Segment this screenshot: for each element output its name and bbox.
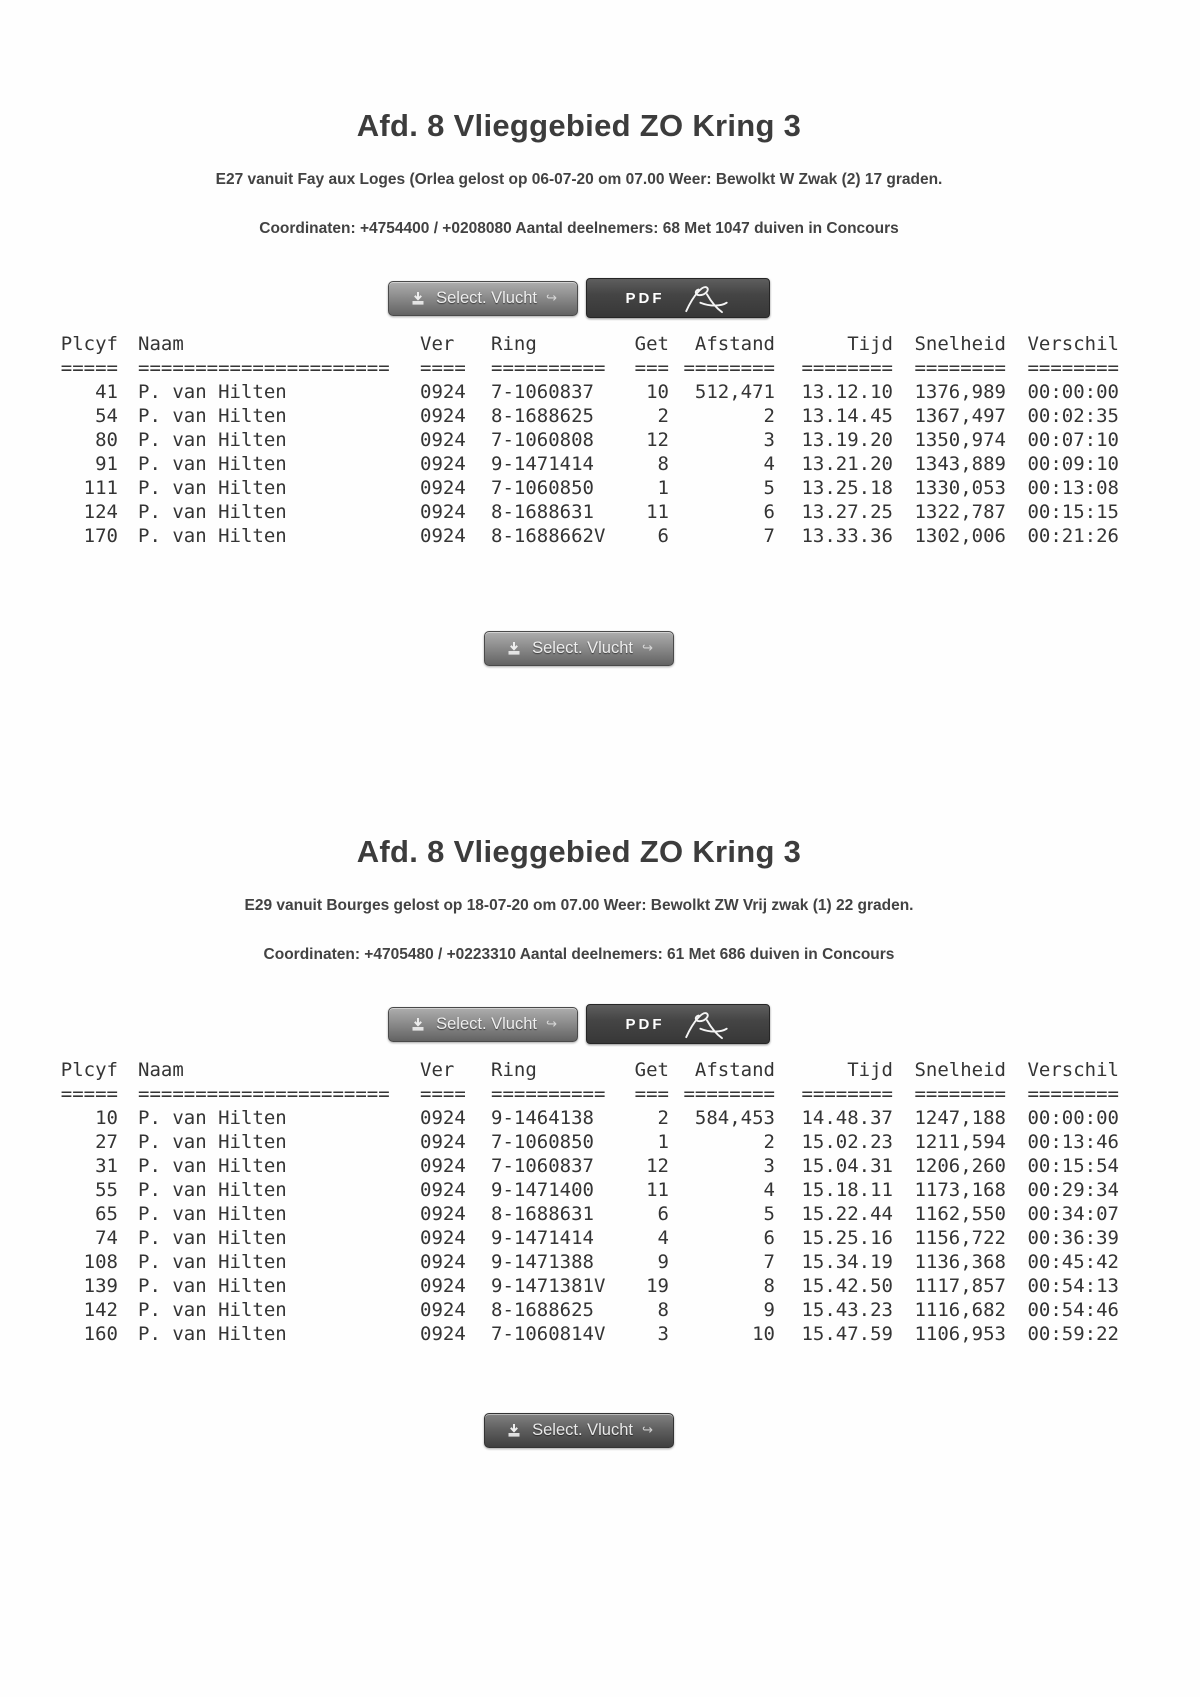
table-cell: 7-1060837 [491,381,594,403]
bottom-toolbar [22,628,1136,668]
download-icon [409,290,427,307]
page-title: Afd. 8 Vlieggebied ZO Kring 3 [356,834,802,869]
select-vlucht-label: Select. Vlucht [436,288,537,307]
table-row [60,1202,1136,1226]
separator-cell: === [634,357,669,379]
table-cell: 7-1060837 [491,1155,594,1177]
table-cell: 1376,989 [914,381,1006,403]
table-cell: 11 [646,1179,669,1201]
table-cell: P. van Hilten [138,429,287,451]
pdf-label: PDF [625,289,665,307]
table-cell: 00:34:07 [1027,1203,1119,1225]
table-cell: 00:15:54 [1027,1155,1119,1177]
table-cell: 13.12.10 [801,381,893,403]
separator-cell: ======== [1027,357,1119,379]
table-cell: 1350,974 [914,429,1006,451]
table-cell: 00:09:10 [1027,453,1119,475]
table-cell: P. van Hilten [138,1107,287,1129]
table-cell: 8 [657,453,669,475]
table-cell: 00:13:08 [1027,477,1119,499]
table-cell: 9-1471381V [491,1275,606,1297]
table-cell: 3 [657,1323,669,1345]
table-cell: 1211,594 [914,1131,1006,1153]
table-cell: 12 [646,429,669,451]
report-page [22,0,1136,1450]
table-cell: 8-1688662V [491,525,606,547]
table-row [60,1154,1136,1178]
table-cell: 55 [95,1179,118,1201]
table-cell: 65 [95,1203,118,1225]
column-header: Ring [491,333,537,355]
table-cell: P. van Hilten [138,1179,287,1201]
table-row [60,1130,1136,1154]
column-header: Get [634,1059,669,1081]
table-cell: 1247,188 [914,1107,1006,1129]
table-row [60,1106,1136,1130]
table-cell: 4 [763,453,775,475]
table-cell: 0924 [420,1179,466,1201]
column-header: Verschil [1027,1059,1119,1081]
table-row [60,524,1136,548]
table-cell: 7 [763,1251,775,1273]
table-cell: 54 [95,405,118,427]
table-cell: 1206,260 [914,1155,1006,1177]
table-cell: 1 [657,1131,669,1153]
table-cell: 14.48.37 [801,1107,893,1129]
download-icon [409,1016,427,1033]
table-cell: 10 [752,1323,775,1345]
table-cell: 0924 [420,501,466,523]
table-cell: 11 [646,501,669,523]
table-cell: 91 [95,453,118,475]
column-header: Tijd [847,333,893,355]
column-header: Plcyf [60,1059,118,1081]
table-cell: 0924 [420,1131,466,1153]
toolbar [22,1004,1136,1044]
column-header: Ring [491,1059,537,1081]
return-arrow-icon: ↪ [545,290,557,306]
column-header: Snelheid [914,333,1006,355]
table-cell: 12 [646,1155,669,1177]
table-cell: 7-1060850 [491,1131,594,1153]
table-cell: P. van Hilten [138,1131,287,1153]
table-cell: P. van Hilten [138,1203,287,1225]
table-cell: 15.22.44 [801,1203,893,1225]
table-cell: 1106,953 [914,1323,1006,1345]
table-cell: 1343,889 [914,453,1006,475]
table-cell: 8 [657,1299,669,1321]
race-report-1 [22,108,1136,668]
table-row [60,1178,1136,1202]
table-cell: 15.25.16 [801,1227,893,1249]
table-cell: 41 [95,381,118,403]
download-icon [505,1422,523,1439]
separator-cell: ===== [60,1083,118,1105]
race-coordinates-line: Coordinaten: +4705480 / +0223310 Aantal deelnemers: 61 Met 686 duiven in Concours [263,946,895,963]
race-info-line: E27 vanuit Fay aux Loges (Orlea gelost op 06-07-20 om 07.00 Weer: Bewolkt W Zwak (2) 17 graden. [215,171,943,188]
pdf-label: PDF [625,1015,665,1033]
table-cell: 0924 [420,1227,466,1249]
table-cell: 1367,497 [914,405,1006,427]
select-vlucht-label: Select. Vlucht [532,638,633,657]
table-cell: 13.33.36 [801,525,893,547]
table-row [60,1226,1136,1250]
table-cell: 00:45:42 [1027,1251,1119,1273]
page-title: Afd. 8 Vlieggebied ZO Kring 3 [356,108,802,143]
column-header: Ver [420,1059,455,1081]
table-cell: 00:02:35 [1027,405,1119,427]
table-cell: 13.25.18 [801,477,893,499]
table-cell: 9 [657,1251,669,1273]
separator-cell: ==== [420,1083,466,1105]
separator-cell: ======== [683,1083,775,1105]
table-cell: 74 [95,1227,118,1249]
table-cell: 15.18.11 [801,1179,893,1201]
table-header-row [60,332,1136,356]
table-cell: 0924 [420,1107,466,1129]
table-cell: 6 [763,501,775,523]
table-separator-row [60,356,1136,380]
table-cell: 00:00:00 [1027,1107,1119,1129]
table-cell: 5 [763,1203,775,1225]
table-cell: 8-1688625 [491,1299,594,1321]
table-cell: 7-1060814V [491,1323,606,1345]
separator-cell: ====================== [138,1083,390,1105]
table-cell: P. van Hilten [138,1251,287,1273]
table-cell: 8 [763,1275,775,1297]
table-cell: 9-1464138 [491,1107,594,1129]
table-cell: 00:15:15 [1027,501,1119,523]
table-cell: 5 [763,477,775,499]
table-cell: 80 [95,429,118,451]
table-cell: 6 [763,1227,775,1249]
acrobat-pdf-icon [681,282,731,314]
return-arrow-icon: ↪ [641,640,653,656]
race-info-line: E29 vanuit Bourges gelost op 18-07-20 om 07.00 Weer: Bewolkt ZW Vrij zwak (1) 22 graden. [244,897,914,914]
table-row [60,1250,1136,1274]
separator-cell: ==== [420,357,466,379]
download-icon [505,640,523,657]
table-cell: 111 [83,477,118,499]
table-cell: 00:59:22 [1027,1323,1119,1345]
table-cell: 00:54:13 [1027,1275,1119,1297]
select-vlucht-label: Select. Vlucht [532,1420,633,1439]
table-row [60,404,1136,428]
table-cell: 0924 [420,405,466,427]
return-arrow-icon: ↪ [641,1422,653,1438]
table-cell: P. van Hilten [138,453,287,475]
table-cell: 15.42.50 [801,1275,893,1297]
table-cell: 9 [763,1299,775,1321]
table-cell: 13.27.25 [801,501,893,523]
table-cell: 8-1688631 [491,1203,594,1225]
table-cell: 10 [646,381,669,403]
pdf-button[interactable] [586,278,770,318]
table-cell: 1302,006 [914,525,1006,547]
table-row [60,452,1136,476]
table-cell: 13.14.45 [801,405,893,427]
table-row [60,380,1136,404]
table-cell: 0924 [420,525,466,547]
table-cell: 15.43.23 [801,1299,893,1321]
table-header-row [60,1058,1136,1082]
separator-cell: ========== [491,357,606,379]
table-cell: 160 [83,1323,118,1345]
race-coordinates-line: Coordinaten: +4754400 / +0208080 Aantal deelnemers: 68 Met 1047 duiven in Concours [259,220,899,237]
table-cell: 0924 [420,1251,466,1273]
table-cell: 0924 [420,1155,466,1177]
table-cell: 9-1471414 [491,1227,594,1249]
table-cell: 512,471 [694,381,775,403]
table-cell: P. van Hilten [138,501,287,523]
table-cell: 6 [657,1203,669,1225]
table-cell: P. van Hilten [138,1323,287,1345]
table-cell: 108 [83,1251,118,1273]
table-cell: 124 [83,501,118,523]
table-cell: 00:21:26 [1027,525,1119,547]
table-separator-row [60,1082,1136,1106]
table-cell: 1322,787 [914,501,1006,523]
separator-cell: ====================== [138,357,390,379]
table-cell: 3 [763,429,775,451]
race-report-2 [22,834,1136,1450]
column-header: Ver [420,333,455,355]
table-cell: 27 [95,1131,118,1153]
table-cell: 0924 [420,1275,466,1297]
table-cell: 9-1471414 [491,453,594,475]
acrobat-pdf-icon [681,1008,731,1040]
table-cell: 139 [83,1275,118,1297]
table-cell: 00:13:46 [1027,1131,1119,1153]
table-cell: 1116,682 [914,1299,1006,1321]
table-cell: P. van Hilten [138,525,287,547]
column-header: Naam [138,1059,184,1081]
table-cell: 0924 [420,429,466,451]
table-cell: P. van Hilten [138,477,287,499]
table-row [60,476,1136,500]
bottom-toolbar [22,1410,1136,1450]
table-cell: 1136,368 [914,1251,1006,1273]
table-row [60,428,1136,452]
table-cell: 8-1688625 [491,405,594,427]
select-vlucht-button-bottom[interactable] [484,1413,674,1448]
table-cell: 0924 [420,453,466,475]
table-cell: 19 [646,1275,669,1297]
table-cell: 0924 [420,1203,466,1225]
toolbar [22,278,1136,318]
table-row [60,1322,1136,1346]
table-cell: 13.21.20 [801,453,893,475]
table-cell: 4 [763,1179,775,1201]
table-cell: 00:07:10 [1027,429,1119,451]
table-cell: 1162,550 [914,1203,1006,1225]
column-header: Afstand [694,1059,775,1081]
table-cell: 0924 [420,1299,466,1321]
column-header: Snelheid [914,1059,1006,1081]
table-cell: 15.02.23 [801,1131,893,1153]
table-cell: P. van Hilten [138,1227,287,1249]
table-cell: P. van Hilten [138,1155,287,1177]
table-cell: 1330,053 [914,477,1006,499]
separator-cell: ======== [914,1083,1006,1105]
separator-cell: === [634,1083,669,1105]
separator-cell: ======== [683,357,775,379]
table-cell: 31 [95,1155,118,1177]
table-cell: 00:00:00 [1027,381,1119,403]
separator-cell: ===== [60,357,118,379]
pdf-button[interactable] [586,1004,770,1044]
table-cell: 15.34.19 [801,1251,893,1273]
table-cell: 7-1060808 [491,429,594,451]
table-cell: P. van Hilten [138,405,287,427]
column-header: Tijd [847,1059,893,1081]
select-vlucht-button[interactable] [388,281,578,316]
table-cell: 00:36:39 [1027,1227,1119,1249]
select-vlucht-button[interactable] [388,1007,578,1042]
table-cell: P. van Hilten [138,1299,287,1321]
table-cell: 15.04.31 [801,1155,893,1177]
table-cell: 1156,722 [914,1227,1006,1249]
table-cell: 4 [657,1227,669,1249]
table-row [60,1274,1136,1298]
separator-cell: ======== [914,357,1006,379]
table-cell: 170 [83,525,118,547]
table-cell: 7-1060850 [491,477,594,499]
table-cell: 6 [657,525,669,547]
column-header: Afstand [694,333,775,355]
table-cell: 1173,168 [914,1179,1006,1201]
results-table [60,332,1136,548]
table-cell: 2 [763,1131,775,1153]
table-cell: 142 [83,1299,118,1321]
return-arrow-icon: ↪ [545,1016,557,1032]
select-vlucht-label: Select. Vlucht [436,1014,537,1033]
column-header: Plcyf [60,333,118,355]
table-cell: 3 [763,1155,775,1177]
table-cell: 9-1471400 [491,1179,594,1201]
table-cell: 1 [657,477,669,499]
table-cell: 0924 [420,477,466,499]
separator-cell: ======== [1027,1083,1119,1105]
table-cell: 15.47.59 [801,1323,893,1345]
table-cell: 10 [95,1107,118,1129]
table-cell: 00:54:46 [1027,1299,1119,1321]
table-row [60,1298,1136,1322]
separator-cell: ======== [801,1083,893,1105]
separator-cell: ======== [801,357,893,379]
table-cell: 00:29:34 [1027,1179,1119,1201]
table-cell: 0924 [420,1323,466,1345]
column-header: Get [634,333,669,355]
table-cell: 1117,857 [914,1275,1006,1297]
table-cell: 0924 [420,381,466,403]
table-cell: P. van Hilten [138,381,287,403]
table-cell: 7 [763,525,775,547]
column-header: Verschil [1027,333,1119,355]
table-cell: 2 [657,1107,669,1129]
table-cell: 2 [657,405,669,427]
table-cell: 2 [763,405,775,427]
separator-cell: ========== [491,1083,606,1105]
table-cell: 8-1688631 [491,501,594,523]
select-vlucht-button-bottom[interactable] [484,631,674,666]
table-cell: 584,453 [694,1107,775,1129]
table-cell: 13.19.20 [801,429,893,451]
results-table [60,1058,1136,1346]
column-header: Naam [138,333,184,355]
table-cell: 9-1471388 [491,1251,594,1273]
table-cell: P. van Hilten [138,1275,287,1297]
table-row [60,500,1136,524]
